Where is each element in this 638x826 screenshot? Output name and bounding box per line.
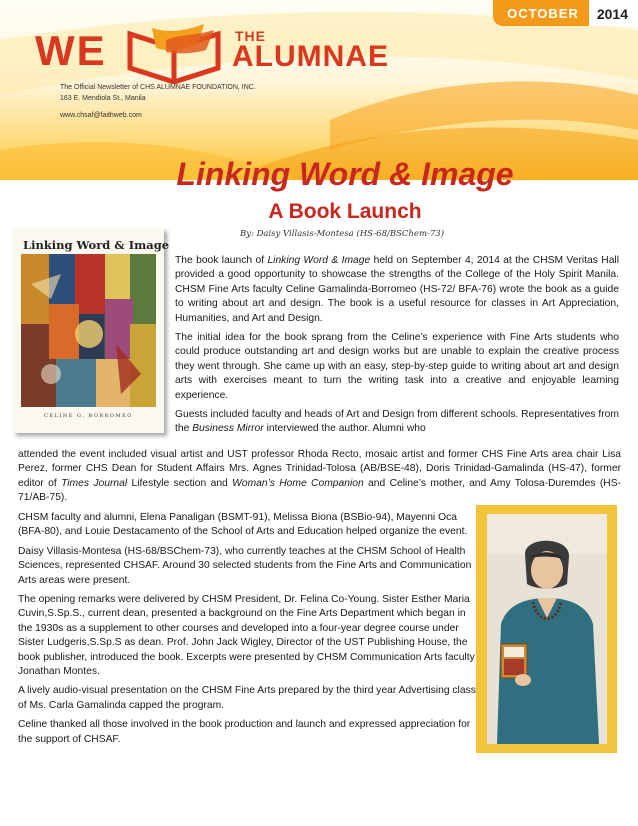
book-cover-image bbox=[13, 228, 170, 433]
article-body-right bbox=[175, 254, 619, 442]
book-logo-icon bbox=[122, 24, 232, 84]
article-byline: By: Daisy Villasis-Montesa (HS-68/BSChem-73) bbox=[239, 229, 445, 239]
logo-alumnae-text: ALUMNAE bbox=[232, 40, 389, 73]
book-cover-author: CELINE G. BORROMEO bbox=[44, 413, 133, 419]
logo-the-text: THE bbox=[235, 28, 266, 44]
book-title-mention: Linking Word & Image bbox=[267, 255, 371, 266]
paragraph-8: Celine thanked all those involved in the book production and launch and expressed appreciation for the support of CHSAF. bbox=[18, 719, 471, 745]
paragraph-1: The book launch of Linking Word & Image held on September 4, 2014 at the CHSM Veritas Hall provided a good opportunity to showcase the strengths of the College of the Holy Spirit Manila. CHSM Fine Arts faculty Celine Gamalinda-Borromeo (HS-72/ BFA-76) wrote the book as a guide to writing about art and design. The book is a useful resource for classes in Art Appreciation, Humanities, and Art and Design. bbox=[175, 255, 620, 324]
article-body-full-width bbox=[18, 448, 621, 506]
masthead-website: www.chsaf@faithweb.com bbox=[60, 112, 142, 119]
paragraph-3-start: Guests included faculty and heads of Art and Design from different schools. Representatives from the Business Mirror interviewed the author. Alumni who bbox=[175, 409, 619, 435]
issue-date bbox=[493, 0, 638, 26]
paragraph-2: The initial idea for the book sprang from the Celine’s experience with Fine Arts students who could produce outstanding art and design works but are unable to explain the creative process they went through. She came up with an easy, step-by-step guide to writing about art and design arts with exercises meant to turn the writing task into a creative and enjoyable learning experience. bbox=[175, 332, 619, 401]
paragraph-6: The opening remarks were delivered by CHSM President, Dr. Felina Co-Young. Sister Esther Maria Cuvin,S.Sp.S., current dean, presented a background on the Fine Arts Department which began in the 1930s as a supplement to other courses and developed into a four-year degree course under Sister Ludgeris,S.Sp.S as dean. Prof. John Jack Wigley, Director of the UST Publishing House, the book publisher, introduced the book. Excerpts were presented by CHSM Communication Arts faculty Jonathan Montes. bbox=[18, 594, 475, 678]
masthead-address: 163 E. Mendiola St., Manila bbox=[60, 95, 146, 102]
paragraph-7: A lively audio-visual presentation on the CHSM Fine Arts prepared by the third year Advertising class of Ms. Carla Gamalinda capped the program. bbox=[18, 685, 476, 711]
logo-we-text: WE bbox=[35, 27, 107, 74]
article-subtitle: A Book Launch bbox=[268, 200, 422, 223]
book-cover-title: Linking Word & Image bbox=[23, 238, 170, 252]
author-portrait-illustration bbox=[487, 514, 607, 744]
publication-mention: Woman’s Home Companion bbox=[232, 477, 364, 489]
paragraph-5: Daisy Villasis-Montesa (HS-68/BSChem-73), who currently teaches at the CHSM School of Health Sciences, represented CHSAF. Around 30 selected students from the Fine Arts and Communication Arts areas were present. bbox=[18, 545, 472, 586]
publication-mention: Business Mirror bbox=[192, 423, 264, 435]
paragraph-4: CHSM faculty and alumni, Elena Panaligan (BSMT-91), Melissa Biona (BSBio-94), Mayenni Oca (BFA-80), and Louie Destacamento of the School of Arts and Education helped organize the event. bbox=[18, 512, 468, 538]
issue-year: 2014 bbox=[589, 0, 638, 26]
issue-month: OCTOBER bbox=[493, 0, 589, 26]
masthead-tagline: The Official Newsletter of CHS ALUMNAE FOUNDATION, INC. bbox=[60, 84, 256, 91]
publication-mention: Times Journal bbox=[61, 477, 128, 489]
article-title: Linking Word & Image bbox=[176, 156, 514, 192]
author-photo bbox=[487, 514, 607, 744]
book-cover-artwork bbox=[21, 254, 156, 407]
article-body-left bbox=[18, 511, 480, 752]
paragraph-3-continued: attended the event included visual artist and UST professor Rhoda Recto, mosaic artist and former CHS Fine Arts area chair Lisa Perez, former CHS Dean for Student Affairs Mrs. Agnes Trinidad-Tolosa (AB/BSE-48), Doris Trinidad-Gamalinda (HS-47), former editor of Times Journal Lifestyle section and Woman’s Home Companion and Celine’s mother, and Amy Tolosa-Duremdes (HS-71/AB-75). bbox=[18, 449, 622, 504]
